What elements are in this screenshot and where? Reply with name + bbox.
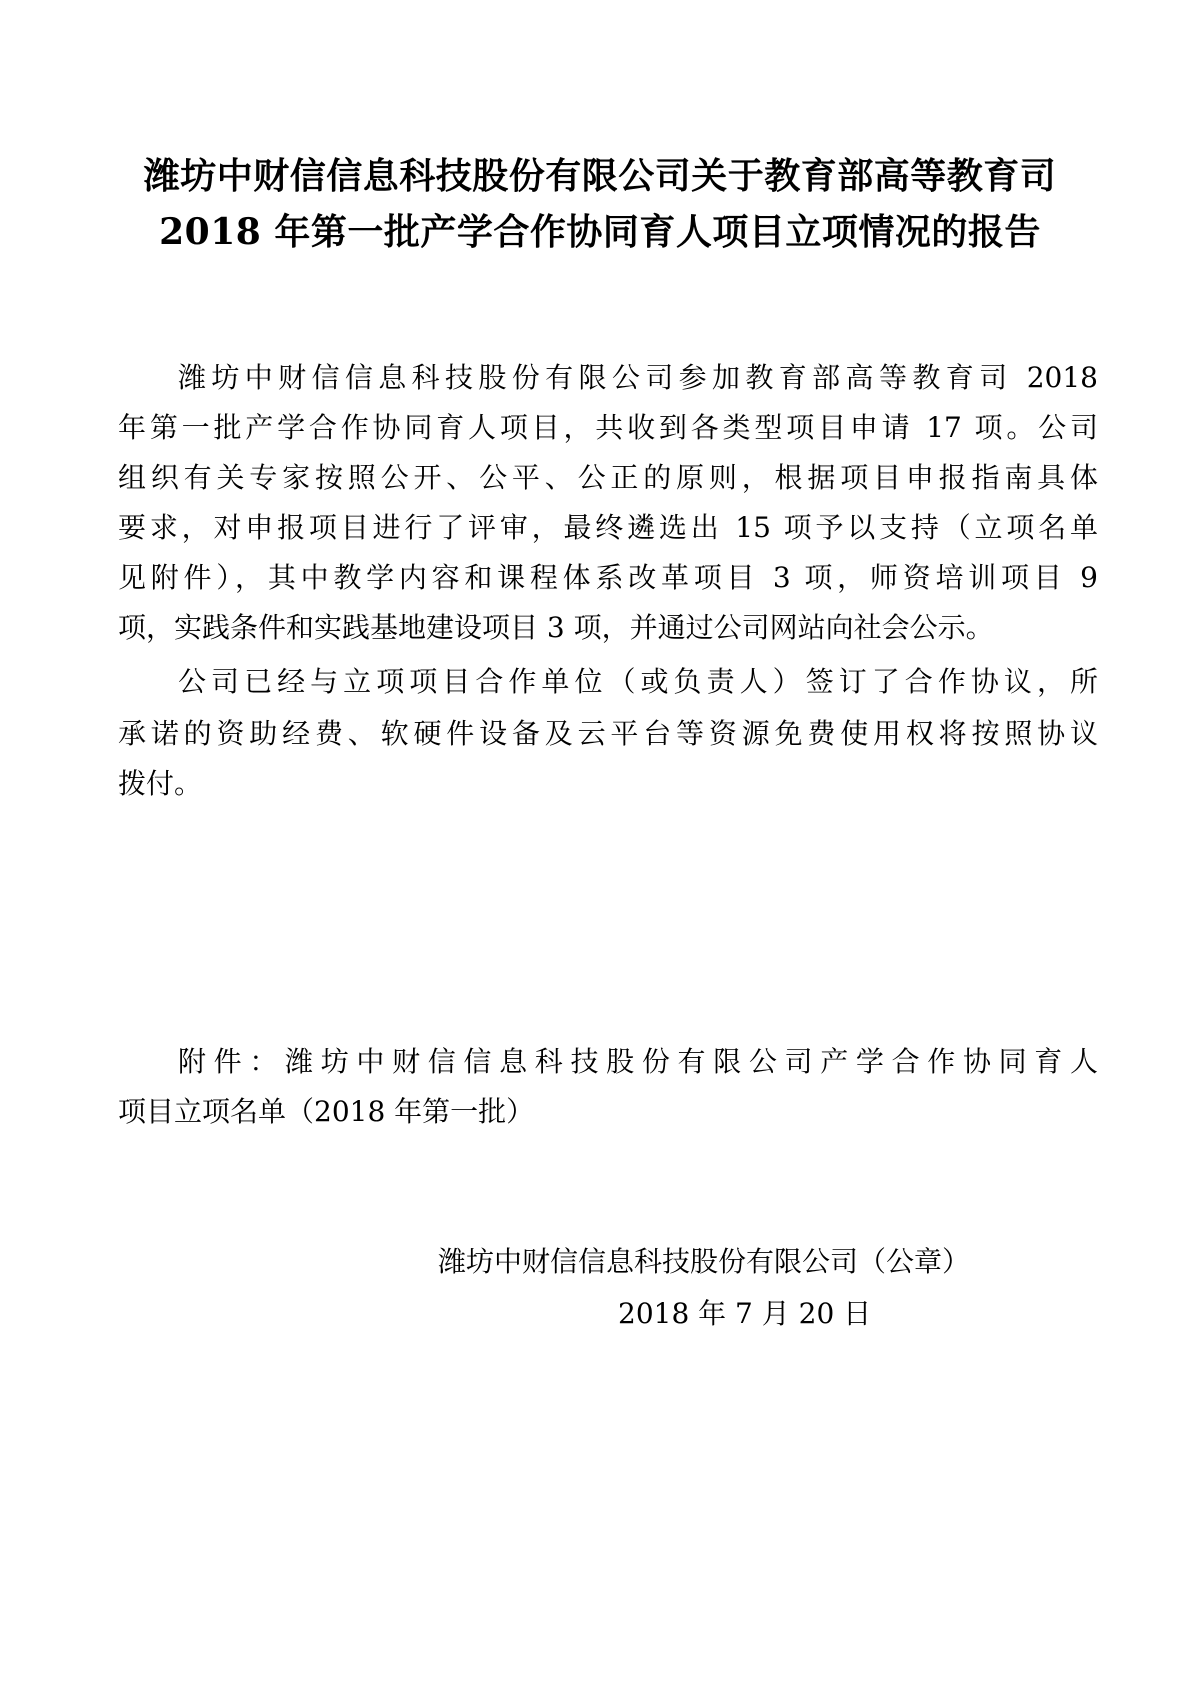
paragraph-2-line-3: 拨付。: [118, 767, 203, 800]
paragraph-1-line-6: 项，实践条件和实践基地建设项目 3 项，并通过公司网站向社会公示。: [118, 611, 994, 644]
signature-company: 潍坊中财信信息科技股份有限公司（公章）: [438, 1245, 971, 1278]
paragraph-2-line-1: 公司已经与立项项目合作单位（或负责人）签订了合作协议，所: [178, 665, 1098, 698]
paragraph-1-line-1: 潍坊中财信信息科技股份有限公司参加教育部高等教育司 2018: [178, 361, 1098, 394]
paragraph-1-line-3: 组织有关专家按照公开、公平、公正的原则，根据项目申报指南具体: [118, 461, 1098, 494]
document-title-line-1: 潍坊中财信信息科技股份有限公司关于教育部高等教育司: [143, 155, 1057, 197]
paragraph-1-line-4: 要求，对申报项目进行了评审，最终遴选出 15 项予以支持（立项名单: [118, 511, 1098, 544]
paragraph-2-line-2: 承诺的资助经费、软硬件设备及云平台等资源免费使用权将按照协议: [118, 717, 1098, 750]
signature-date: 2018 年 7 月 20 日: [618, 1297, 872, 1330]
attachment-line-1: 附件：潍坊中财信信息科技股份有限公司产学合作协同育人: [178, 1045, 1098, 1078]
document-title-line-2: 2018 年第一批产学合作协同育人项目立项情况的报告: [159, 211, 1041, 253]
paragraph-1-line-2: 年第一批产学合作协同育人项目，共收到各类型项目申请 17 项。公司: [118, 411, 1098, 444]
attachment-line-2: 项目立项名单（2018 年第一批）: [118, 1095, 535, 1128]
paragraph-1-line-5: 见附件），其中教学内容和课程体系改革项目 3 项，师资培训项目 9: [118, 561, 1098, 594]
